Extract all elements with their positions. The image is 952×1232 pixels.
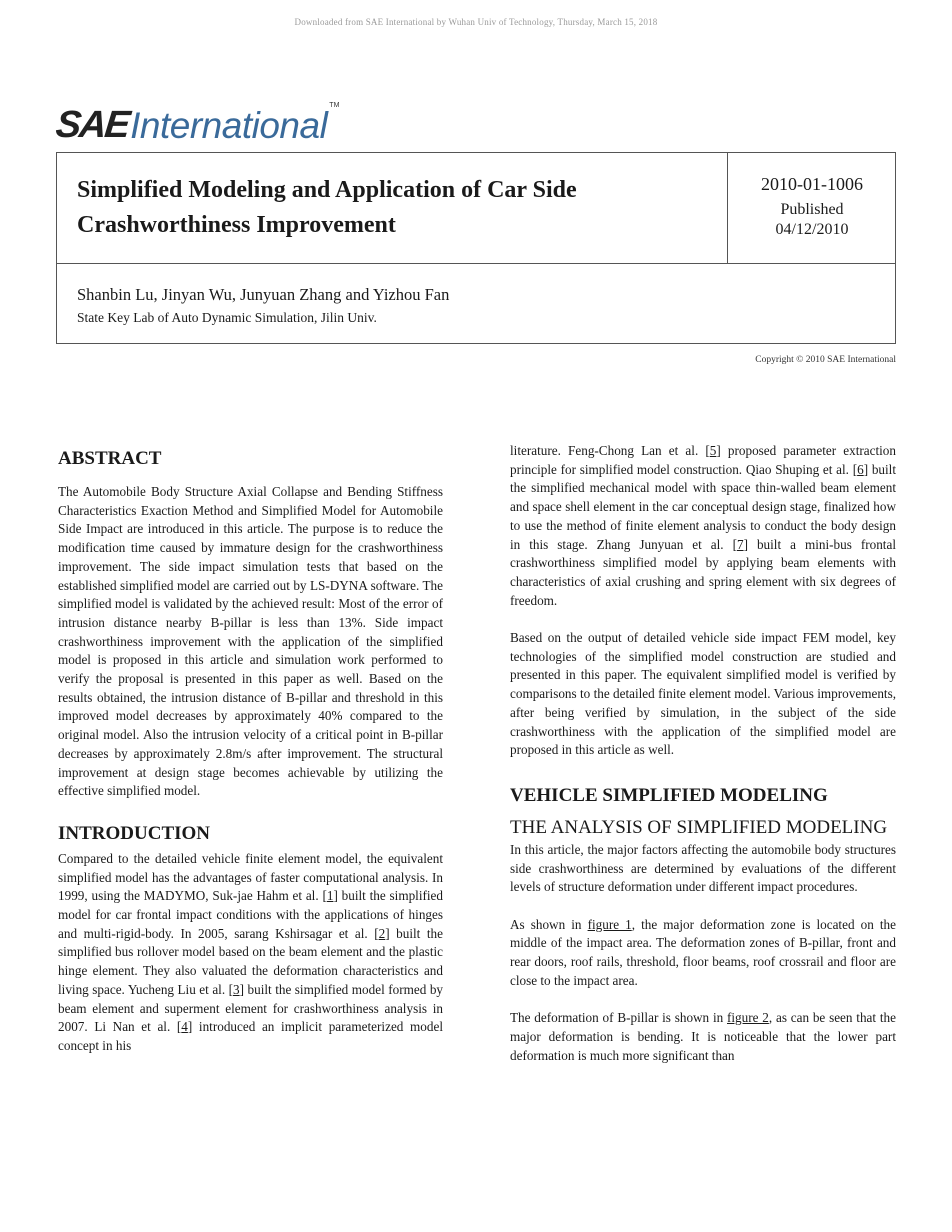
- deformation-zone-paragraph: As shown in figure 1, the major deformation zone is located on the middle of the impact area. The deformation zones of B-pillar, front and rear doors, roof rails, threshold, floor beams, roof crossrail and floor are close to the impact area.: [510, 916, 896, 988]
- abstract-heading: ABSTRACT: [58, 448, 162, 469]
- introduction-heading: INTRODUCTION: [58, 822, 211, 844]
- published-label: Published: [780, 201, 844, 218]
- left-column: [58, 446, 443, 1056]
- analysis-subheading: THE ANALYSIS OF SIMPLIFIED MODELING: [510, 816, 888, 838]
- literature-paragraph: literature. Feng-Chong Lan et al. [5] proposed parameter extraction principle for simplified model construction. Qiao Shuping et al. [6] built the simplified mechanical model with space thin-walled beam element and space shell element in the car conceptual design stage, finalized how to use the method of finite element analysis to conduct the body design in this stage. Zhang Junyuan et al. [7] built a mini-bus frontal crashworthiness simplified model by applying beam elements with characteristics of axial crushing and spring element with six degrees of freedom.: [510, 443, 897, 608]
- introduction-text: Compared to the detailed vehicle finite element model, the equivalent simplified model has the advantages of faster computational analysis. In 1999, using the MADYMO, Suk-jae Hahm et al. [1] built the simplified model for car frontal impact conditions with the applications of hinges and multi-rigid-body. In 2005, sarang Kshirsagar et al. [2] built the simplified bus rollover model based on the beam element and the plastic hinge element. They also valuated the deformation characteristics and living space. Yucheng Liu et al. [3] built the simplified model formed by beam element and superment element for crashworthiness analysis in 2007. Li Nan et al. [4] introduced an implicit parameterized model concept in his: [58, 850, 443, 1053]
- figure-1-link[interactable]: figure 1: [587, 916, 632, 932]
- reference-link-7[interactable]: 7: [736, 536, 744, 552]
- reference-link-6[interactable]: 6: [857, 461, 864, 477]
- study-paragraph: Based on the output of detailed vehicle side impact FEM model, key technologies of the simplified model construction are studied and presented in this paper. The equivalent simplified model is verified by comparisons to the detailed finite element model. Various improvements, after being verified by simulation, in the subject of the side crashworthiness with the application of the simplified model are proposed in this article as well.: [510, 630, 896, 758]
- abstract-text: The Automobile Body Structure Axial Collapse and Bending Stiffness Characteristics Exaction Method and Simplified Model for Automobile Side Impact are introduced in this article. The purpose is to reduce the modification time caused by immature design for the crashworthiness improvement. The side impact simulation tests that based on the established simplified model are carried out by LS-DYNA software. The simplified model is validated by the achieved result: Most of the error of intrusion distance nearby B-pillar is less than 13%. Side impact crashworthiness improvement with the application of the simplified model is proposed in this article and simulation work performed to verify the proposal is presented in this paper as well. Based on the results obtained, the intrusion distance of B-pillar and threshold in this improved model decreases by approximately 40% compared to the original model. Also the intrusion velocity of a critical point in B-pillar decreases by approximately 2.8m/s after improvement. The structural improvement at design stage becomes achievable by utilizing the effective simplified model.: [58, 484, 443, 799]
- reference-link-1[interactable]: 1: [326, 888, 334, 904]
- logo-international: International: [130, 105, 328, 146]
- download-note: Downloaded from SAE International by Wuhan Univ of Technology, Thursday, March 15, 2018: [294, 17, 658, 27]
- paper-meta: [727, 153, 896, 263]
- paper-number: 2010-01-1006: [761, 174, 863, 194]
- affiliation: State Key Lab of Auto Dynamic Simulation, Jilin Univ.: [77, 310, 377, 325]
- b-pillar-paragraph: The deformation of B-pillar is shown in figure 2, as can be seen that the major deformation is bending. It is noticeable that the lower part deformation is much more significant than: [510, 1010, 896, 1063]
- header-top-row: [57, 153, 895, 264]
- reference-link-2[interactable]: 2: [378, 925, 386, 941]
- reference-link-3[interactable]: 3: [233, 981, 240, 997]
- paper-header: [56, 152, 896, 344]
- paper-title: Simplified Modeling and Application of Car Side Crashworthiness Improvement: [77, 177, 577, 238]
- published-date: 04/12/2010: [775, 221, 849, 238]
- right-column: [510, 442, 896, 1065]
- vehicle-modeling-heading: VEHICLE SIMPLIFIED MODELING: [510, 784, 828, 806]
- copyright-notice: Copyright © 2010 SAE International: [755, 355, 896, 365]
- authors: Shanbin Lu, Jinyan Wu, Junyuan Zhang and Yizhou Fan: [77, 285, 450, 304]
- sae-logo: [53, 100, 340, 146]
- logo-trademark: TM: [329, 102, 340, 109]
- reference-link-4[interactable]: 4: [181, 1019, 188, 1035]
- reference-link-5[interactable]: 5: [709, 443, 717, 458]
- factors-paragraph: In this article, the major factors affecting the automobile body structures side crashworthiness are determined by evaluations of the different levels of structure deformation under different impact procedures.: [510, 841, 896, 895]
- figure-2-link[interactable]: figure 2: [727, 1010, 769, 1026]
- logo-sae: SAE: [53, 104, 131, 146]
